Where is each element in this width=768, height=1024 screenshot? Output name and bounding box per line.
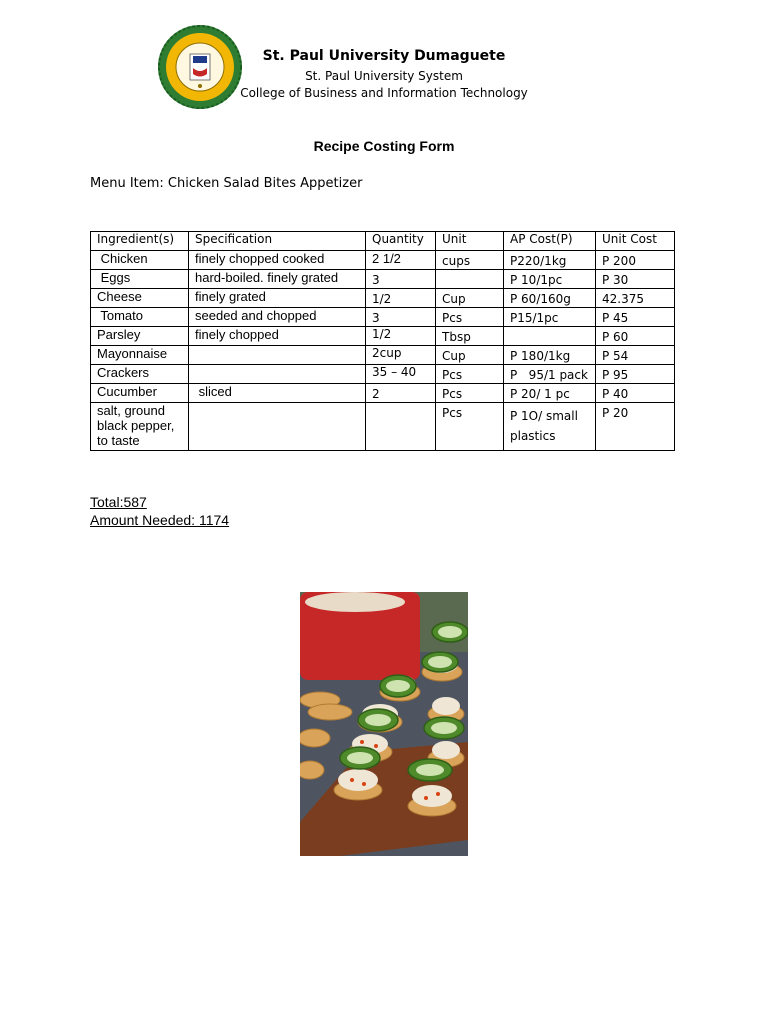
unit-cell: Pcs — [436, 403, 504, 451]
column-header: Unit Cost — [596, 232, 675, 251]
unit-cell: Pcs — [436, 365, 504, 384]
total-cost: Total:587 — [90, 494, 147, 510]
university-seal-logo — [157, 24, 243, 110]
table-row — [91, 403, 675, 451]
unit-cost-cell: P 200 — [596, 251, 675, 270]
quantity-cell: 1/2 — [366, 289, 436, 308]
unit-cell: Tbsp — [436, 327, 504, 346]
specification-cell: finely grated — [189, 289, 366, 308]
form-title: Recipe Costing Form — [313, 138, 455, 154]
table-row — [91, 270, 675, 289]
chicken-salad-bites-photo — [300, 592, 468, 856]
table-row — [91, 365, 675, 384]
specification-cell: finely chopped — [189, 327, 366, 346]
unit-cost-cell: P 45 — [596, 308, 675, 327]
quantity-cell — [366, 403, 436, 451]
university-system: St. Paul University System — [305, 69, 463, 83]
unit-cell: Cup — [436, 346, 504, 365]
specification-cell: seeded and chopped — [189, 308, 366, 327]
unit-cell: Pcs — [436, 384, 504, 403]
table-row — [91, 346, 675, 365]
column-header: Ingredient(s) — [91, 232, 189, 251]
ap-cost-cell: P 1O/ small plastics — [504, 403, 596, 451]
table-row — [91, 327, 675, 346]
ap-cost-cell: P 20/ 1 pc — [504, 384, 596, 403]
quantity-cell: 35 – 40 — [366, 365, 436, 384]
specification-cell: finely chopped cooked — [189, 251, 366, 270]
unit-cost-cell: P 95 — [596, 365, 675, 384]
ingredient-cell: Cheese — [91, 289, 189, 308]
unit-cost-cell: P 40 — [596, 384, 675, 403]
table-row — [91, 308, 675, 327]
recipe-costing-table — [90, 231, 675, 451]
ap-cost-cell: P 95/1 pack — [504, 365, 596, 384]
table-row — [91, 384, 675, 403]
unit-cost-cell: 42.375 — [596, 289, 675, 308]
ap-cost-cell: P15/1pc — [504, 308, 596, 327]
ingredient-cell: Crackers — [91, 365, 189, 384]
specification-cell — [189, 346, 366, 365]
quantity-cell: 3 — [366, 270, 436, 289]
column-header: Unit — [436, 232, 504, 251]
ap-cost-cell: P 60/160g — [504, 289, 596, 308]
table-row — [91, 289, 675, 308]
column-header: AP Cost(P) — [504, 232, 596, 251]
amount-needed: Amount Needed: 1174 — [90, 512, 230, 528]
ap-cost-cell — [504, 327, 596, 346]
unit-cell: Pcs — [436, 308, 504, 327]
specification-cell: hard-boiled. finely grated — [189, 270, 366, 289]
column-header: Quantity — [366, 232, 436, 251]
college-name: College of Business and Information Technology — [240, 86, 528, 100]
quantity-cell: 1/2 — [366, 327, 436, 346]
ingredient-cell: Chicken — [91, 251, 189, 270]
unit-cell — [436, 270, 504, 289]
unit-cost-cell: P 60 — [596, 327, 675, 346]
table-row — [91, 251, 675, 270]
specification-cell — [189, 365, 366, 384]
unit-cell: cups — [436, 251, 504, 270]
quantity-cell: 3 — [366, 308, 436, 327]
specification-cell — [189, 403, 366, 451]
ap-cost-cell: P220/1kg — [504, 251, 596, 270]
quantity-cell: 2 1/2 — [366, 251, 436, 270]
ingredient-cell: Parsley — [91, 327, 189, 346]
ingredient-cell: Tomato — [91, 308, 189, 327]
table-header-row — [91, 232, 675, 251]
ingredient-cell: salt, ground black pepper, to taste — [91, 403, 189, 451]
university-name: St. Paul University Dumaguete — [262, 48, 506, 64]
ingredient-cell: Eggs — [91, 270, 189, 289]
unit-cost-cell: P 30 — [596, 270, 675, 289]
unit-cell: Cup — [436, 289, 504, 308]
column-header: Specification — [189, 232, 366, 251]
ingredient-cell: Cucumber — [91, 384, 189, 403]
quantity-cell: 2 — [366, 384, 436, 403]
unit-cost-cell: P 20 — [596, 403, 675, 451]
menu-item-line: Menu Item: Chicken Salad Bites Appetizer — [90, 176, 363, 191]
specification-cell: sliced — [189, 384, 366, 403]
ap-cost-cell: P 10/1pc — [504, 270, 596, 289]
ingredient-cell: Mayonnaise — [91, 346, 189, 365]
quantity-cell: 2cup — [366, 346, 436, 365]
unit-cost-cell: P 54 — [596, 346, 675, 365]
ap-cost-cell: P 180/1kg — [504, 346, 596, 365]
